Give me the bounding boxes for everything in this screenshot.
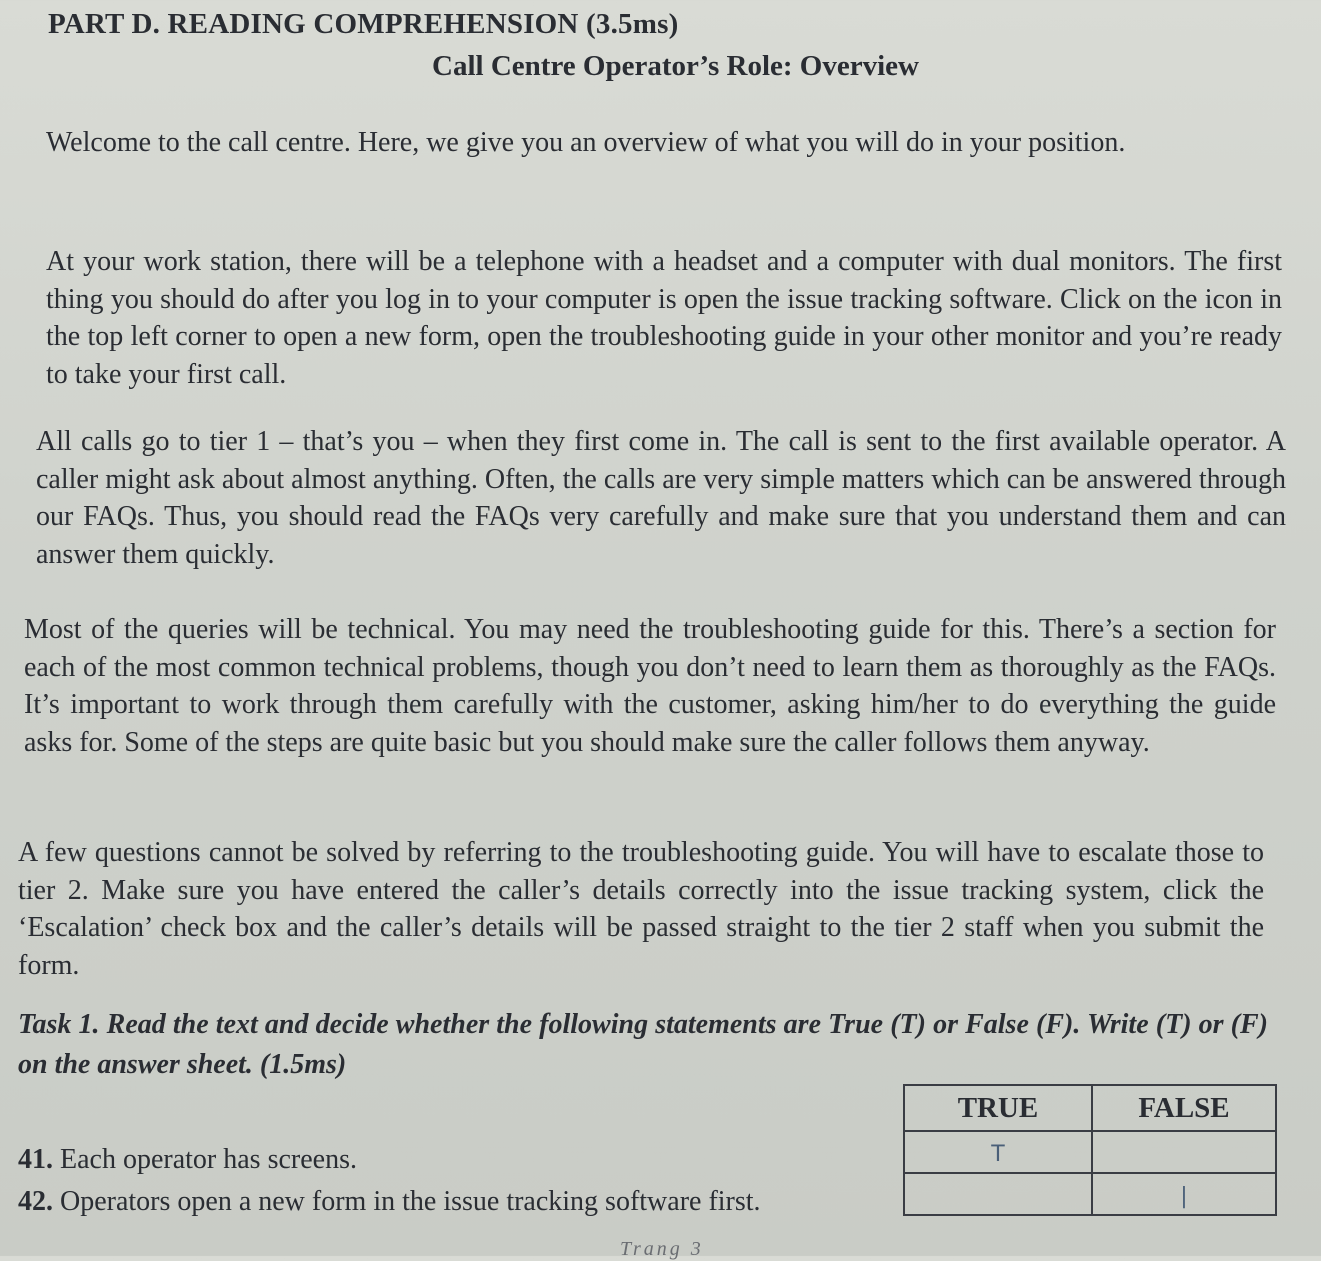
true-column-header: TRUE: [904, 1085, 1092, 1131]
answer-cell-true[interactable]: [904, 1173, 1092, 1215]
section-heading: PART D. READING COMPREHENSION (3.5ms): [48, 8, 679, 40]
task-instructions: Task 1. Read the text and decide whether the following statements are True (T) or False (F). Write (T) or (F) on the answer sheet. (1.5ms): [18, 1009, 1268, 1080]
handwritten-mark: |: [1180, 1183, 1188, 1209]
question-41: [18, 1144, 357, 1176]
question-42: [18, 1186, 761, 1218]
handwritten-mark: T: [991, 1141, 1005, 1167]
answer-cell-false[interactable]: [1092, 1131, 1276, 1173]
paragraph-3: All calls go to tier 1 – that’s you – when they first come in. The call is sent to the first available operator. A caller might ask about almost anything. Often, the calls are very simple matters which can be answered through our FAQs. Thus, you should read the FAQs very carefully and make sure that you understand them and can answer them quickly.: [36, 426, 1286, 570]
answer-cell-false[interactable]: [1092, 1173, 1276, 1215]
question-number: 41.: [18, 1144, 53, 1175]
false-column-header: FALSE: [1092, 1085, 1276, 1131]
paragraph-2: At your work station, there will be a telephone with a headset and a computer with dual monitors. The first thing you should do after you log in to your computer is open the issue tracking software. Click on the icon in the top left corner to open a new form, open the troubleshooting guide in your other monitor and you’re ready to take your first call.: [46, 246, 1282, 390]
answer-row-41: [904, 1131, 1276, 1173]
paragraph-1: Welcome to the call centre. Here, we give you an overview of what you will do in your position.: [46, 127, 1126, 158]
question-text: Operators open a new form in the issue tracking software first.: [60, 1186, 761, 1217]
page-footer: Trang 3: [620, 1238, 704, 1260]
passage-title: Call Centre Operator’s Role: Overview: [432, 50, 919, 82]
answer-table: [903, 1084, 1277, 1216]
answer-row-42: [904, 1173, 1276, 1215]
paragraph-5: A few questions cannot be solved by referring to the troubleshooting guide. You will have to escalate those to tier 2. Make sure you have entered the caller’s details correctly into the issue tracking system, click the ‘Escalation’ check box and the caller’s details will be passed straight to the tier 2 staff when you submit the form.: [18, 837, 1264, 981]
question-text: Each operator has screens.: [60, 1144, 357, 1175]
answer-cell-true[interactable]: [904, 1131, 1092, 1173]
question-number: 42.: [18, 1186, 53, 1217]
answer-table-header: [904, 1085, 1276, 1131]
paragraph-4: Most of the queries will be technical. You may need the troubleshooting guide for this. There’s a section for each of the most common technical problems, though you don’t need to learn them as thoroughly as the FAQs. It’s important to work through them carefully with the customer, asking him/her to do everything the guide asks for. Some of the steps are quite basic but you should make sure the caller follows them anyway.: [24, 614, 1276, 758]
